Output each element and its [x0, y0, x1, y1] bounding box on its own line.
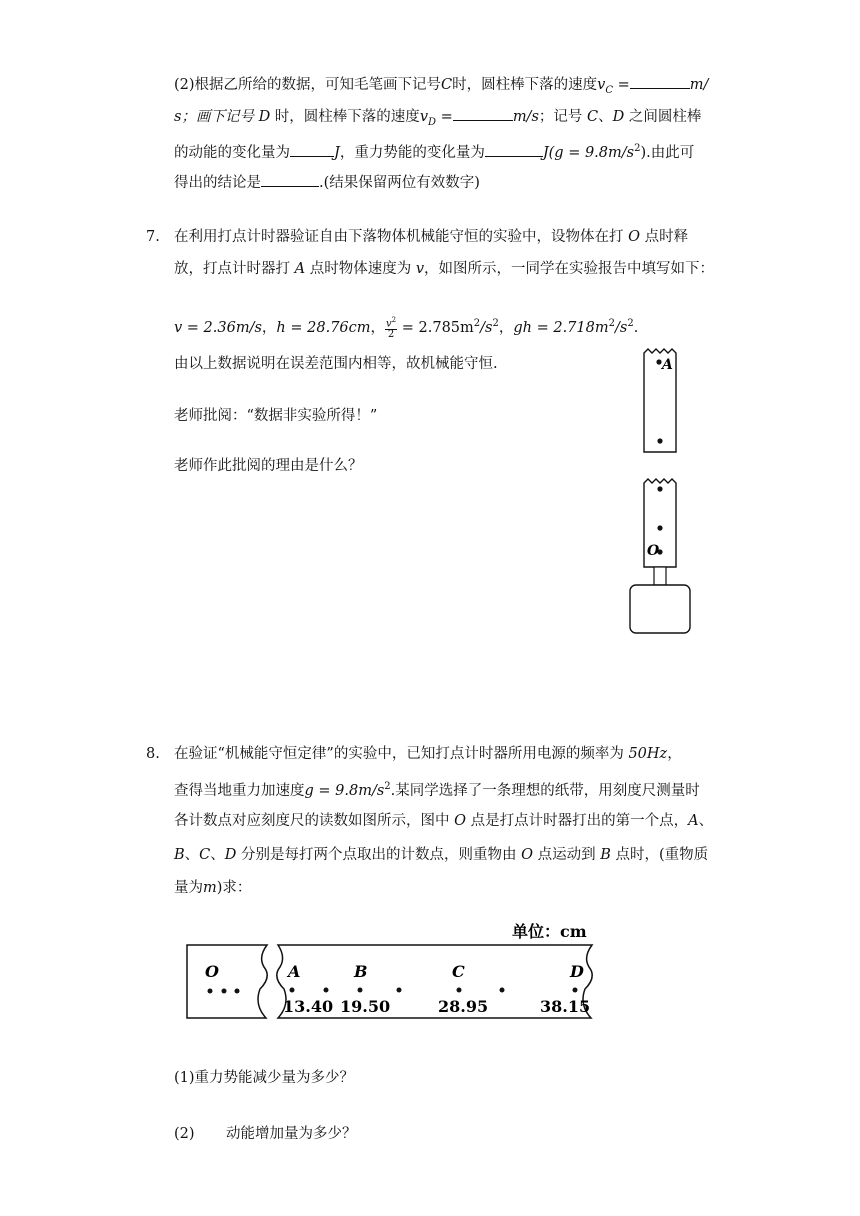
dot-lower-1: [657, 486, 662, 491]
answer-blank-vd[interactable]: [453, 106, 513, 121]
dot-c: [457, 988, 462, 993]
answer-blank-vc[interactable]: [630, 74, 690, 89]
tape-label-c: C: [452, 962, 465, 981]
fraction-v2-over-2: $\frac{v^2}{2}$: [386, 316, 397, 341]
reading-b: 19.50: [340, 997, 391, 1016]
q8-sub-2-number: (2): [174, 1126, 195, 1142]
q6-line-1: (2)根据乙所给的数据，可知毛笔画下记号C时，圆柱棒下落的速度$v_C = m/$: [174, 74, 708, 101]
dot-upper-2: [657, 438, 662, 443]
q8-sub-1: (1)重力势能减少量为多少？: [174, 1070, 355, 1086]
q7-line-1: 在利用打点计时器验证自由下落物体机械能守恒的实验中，设物体在打 O 点时释: [174, 229, 689, 245]
q7-tape-figure: [620, 345, 700, 640]
weight-block: [630, 585, 690, 633]
q8-line-2: 查得当地重力加速度$g = 9.8m/s^2$.某同学选择了一条理想的纸带，用刻度尺测量时: [174, 781, 700, 799]
dot-o-2: [222, 989, 227, 994]
dot-d: [573, 988, 578, 993]
dot-b: [358, 988, 363, 993]
q8-line-1: 在验证“机械能守恒定律”的实验中，已知打点计时器所用电源的频率为 50Hz，: [174, 746, 682, 762]
q8-line-3: 各计数点对应刻度尺的读数如图所示，图中 O 点是打点计时器打出的第一个点，A、: [174, 813, 714, 829]
dot-c-d-mid: [500, 988, 505, 993]
q7-formula: v = 2.36m/s，h = 28.76cm， $\frac{v^2}{2}$ = $2.785m^2/s^2$，gh = $2.718m^2/s^2$.: [174, 316, 639, 341]
unit-label: 单位：cm: [512, 922, 587, 941]
dot-a: [290, 988, 295, 993]
dot-a-b-mid: [324, 988, 329, 993]
reading-c: 28.95: [438, 997, 489, 1016]
q8-tape-figure: [180, 915, 610, 1025]
dot-a: [656, 359, 661, 364]
q6-line-4: 得出的结论是 .(结果保留两位有效数字): [174, 172, 480, 193]
tape-label-b: B: [354, 962, 368, 981]
answer-blank-ek[interactable]: [290, 142, 334, 157]
dot-b-c-mid: [397, 988, 402, 993]
answer-blank-ep[interactable]: [485, 142, 543, 157]
q8-line-4: B、C、D 分别是每打两个点取出的计数点，则重物由 O 点运动到 B 点时，(重物质: [174, 847, 709, 863]
q7-line-4: 老师批阅：“数据非实验所得！”: [174, 408, 378, 424]
dot-lower-2: [657, 525, 662, 530]
dot-o-3: [235, 989, 240, 994]
q8-line-5: 量为m)求：: [174, 880, 252, 896]
q8-sub-2-text: 动能增加量为多少？: [226, 1126, 357, 1142]
label-o: O: [647, 543, 660, 559]
tape-label-o: O: [205, 962, 219, 981]
dot-o-1: [208, 989, 213, 994]
reading-a: 13.40: [283, 997, 334, 1016]
answer-blank-conclusion[interactable]: [261, 172, 319, 187]
question-number-8: 8.: [146, 746, 160, 762]
q7-line-5: 老师作此批阅的理由是什么？: [174, 458, 363, 474]
label-a: A: [662, 357, 673, 373]
reading-d: 38.15: [540, 997, 591, 1016]
q6-line-2: s；画下记号 D 时，圆柱棒下落的速度$v_D = m/s$；记号 C、D 之间圆柱棒: [174, 106, 701, 133]
q7-line-3: 由以上数据说明在误差范围内相等，故机械能守恒.: [174, 356, 498, 372]
tape-label-d: D: [570, 962, 584, 981]
q7-line-2: 放，打点计时器打 A 点时物体速度为 v，如图所示，一同学在实验报告中填写如下：: [174, 261, 715, 277]
tape-label-a: A: [288, 962, 301, 981]
q6-line-3: 的动能的变化量为 J，重力势能的变化量为 $J(g = 9.8m/s^2)$.由此可: [174, 143, 695, 161]
question-number-7: 7.: [146, 229, 160, 245]
connector: [654, 567, 666, 585]
tape-left-segment: [187, 945, 267, 1018]
